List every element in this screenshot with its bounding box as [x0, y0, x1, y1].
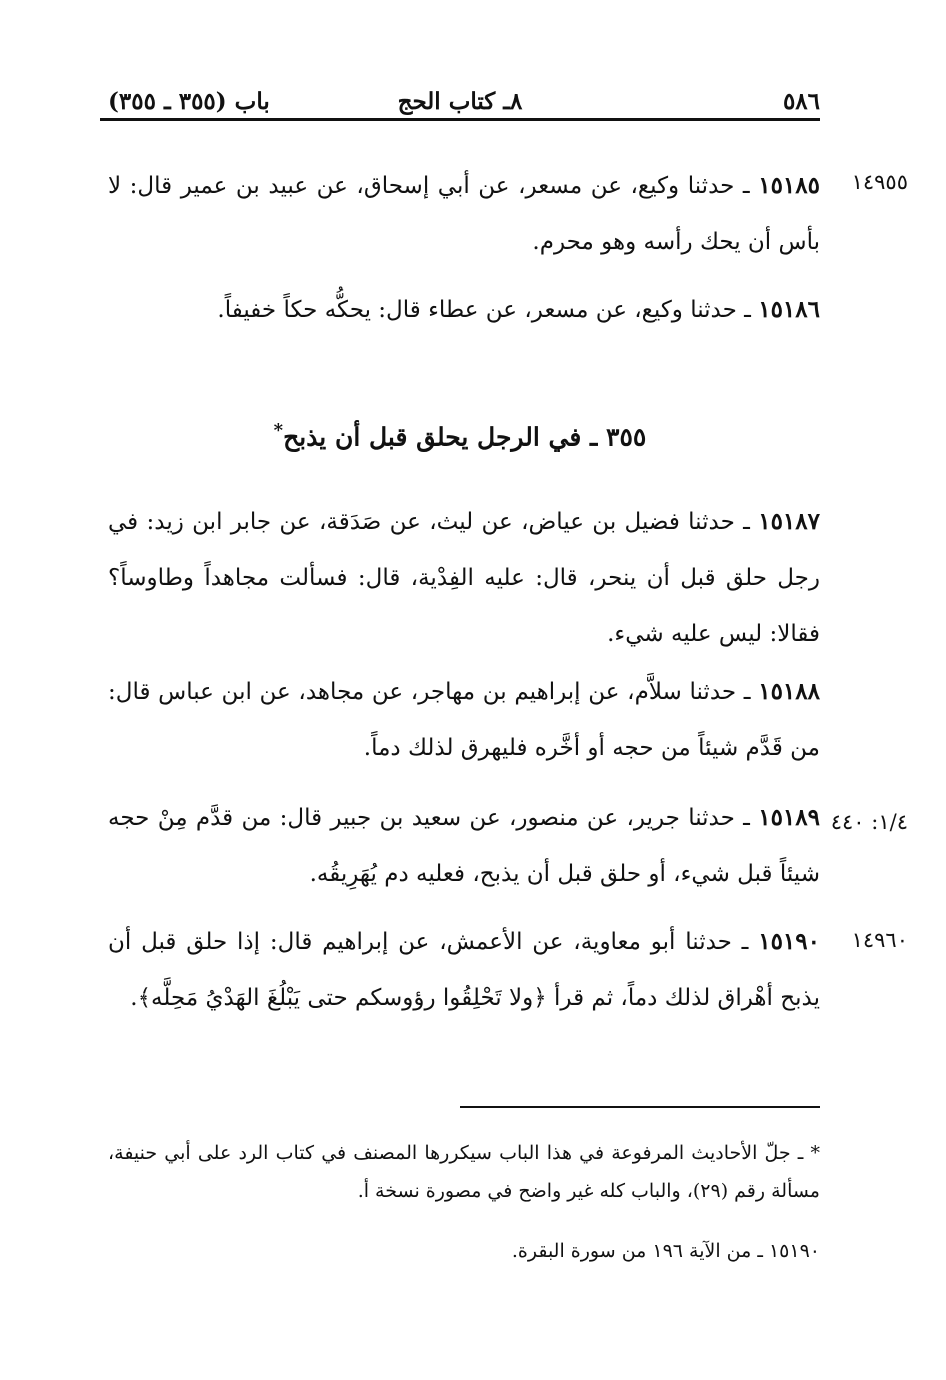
hadith-entry	[108, 790, 820, 902]
entry-text: ـ حدثنا وكيع، عن مسعر، عن عطاء قال: يحكُّه حكاً خفيفاً.	[217, 297, 759, 323]
margin-reference: ١/٤: ٤٤٠	[830, 810, 908, 834]
entry-number: ١٥١٨٨	[758, 678, 820, 705]
hadith-entry	[108, 282, 820, 338]
margin-reference: ١٤٩٦٠	[851, 928, 908, 952]
entry-number: ١٥١٩٠	[758, 928, 820, 955]
footnote-marker: *	[273, 420, 284, 441]
entry-text: ـ حدثنا جرير، عن منصور، عن سعيد بن جبير قال: من قدَّم مِنْ حجه شيئاً قبل شيء، أو حلق قبل أن يذبح، فعليه دم يُهَرِيقُه.	[108, 805, 820, 887]
section-heading	[100, 420, 820, 451]
entry-number: ١٥١٨٦	[758, 296, 820, 323]
section-title: ٣٥٥ ـ في الرجل يحلق قبل أن يذبح	[283, 422, 647, 452]
page-number: ٥٨٦	[782, 88, 820, 115]
entry-number: ١٥١٨٥	[758, 172, 820, 199]
footnote: * ـ جلّ الأحاديث المرفوعة في هذا الباب سيكررها المصنف في كتاب الرد على أبي حنيفة، مسألة رقم (٢٩)، والباب كله غير واضح في مصورة نسخة أ.	[108, 1142, 820, 1202]
margin-reference: ١٤٩٥٥	[851, 170, 908, 194]
hadith-entry	[108, 914, 820, 1026]
entry-number: ١٥١٨٩	[758, 804, 820, 831]
hadith-entry	[108, 158, 820, 270]
footnote: ١٥١٩٠ ـ من الآية ١٩٦ من سورة البقرة.	[511, 1240, 820, 1262]
book-title: ٨ـ كتاب الحج	[397, 88, 523, 115]
hadith-entry	[108, 664, 820, 776]
entry-text: ـ حدثنا فضيل بن عياض، عن ليث، عن صَدَقة، عن جابر ابن زيد: في رجل حلق قبل أن ينحر، قال: عليه الفِدْية، قال: فسألت مجاهداً وطاوساً؟ فقالا: ليس عليه شيء.	[108, 509, 820, 647]
hadith-entry	[108, 494, 820, 662]
entry-text: ـ حدثنا سلاَّم، عن إبراهيم بن مهاجر، عن مجاهد، عن ابن عباس قال: من قَدَّم شيئاً من حجه أو أخَّره فليهرق لذلك دماً.	[108, 679, 820, 761]
entry-text: ـ حدثنا أبو معاوية، عن الأعمش، عن إبراهيم قال: إذا حلق قبل أن يذبح أهْراق لذلك دماً، ثم قرأ ﴿ولا تَحْلِقُوا رؤوسكم حتى يَبْلُغَ الهَدْيُ مَحِلَّه﴾.	[108, 929, 820, 1011]
entry-text: ـ حدثنا وكيع، عن مسعر، عن أبي إسحاق، عن عبيد بن عمير قال: لا بأس أن يحك رأسه وهو محرم.	[108, 173, 820, 255]
entry-number: ١٥١٨٧	[758, 508, 820, 535]
chapter-range: باب (٣٥٥ ـ ٣٥٥)	[108, 88, 270, 115]
footnote-divider	[460, 1106, 820, 1108]
running-header	[100, 78, 820, 121]
